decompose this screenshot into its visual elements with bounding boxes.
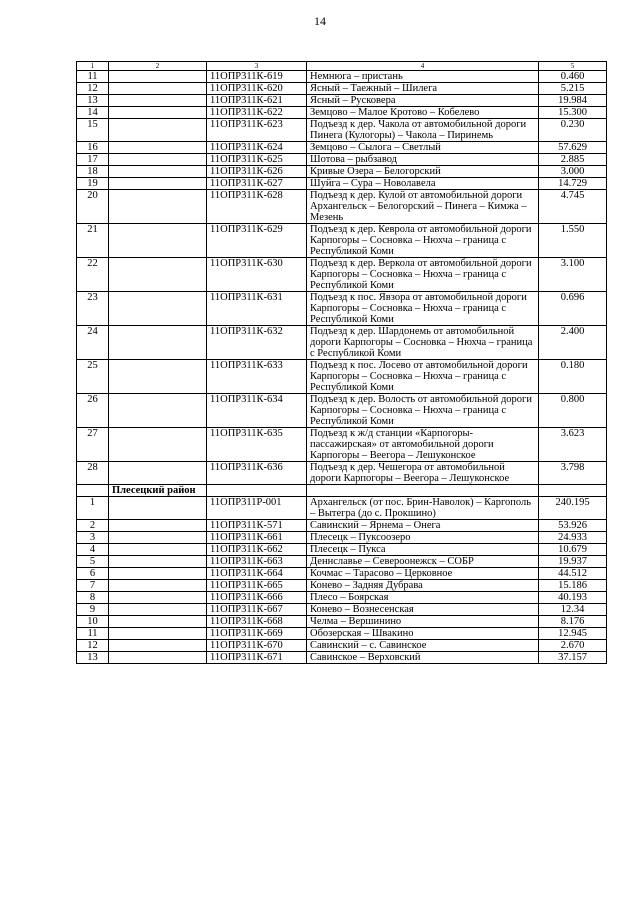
row-number: 12	[77, 83, 109, 95]
table-row	[77, 190, 607, 224]
district-cell	[109, 520, 207, 532]
district-cell	[109, 394, 207, 428]
row-number: 25	[77, 360, 109, 394]
road-code: 11ОПР311К-629	[207, 224, 307, 258]
table-row	[77, 604, 607, 616]
road-code: 11ОПР311К-670	[207, 640, 307, 652]
road-code: 11ОПР311К-636	[207, 462, 307, 485]
road-length: 14.729	[539, 178, 607, 190]
district-cell	[109, 190, 207, 224]
row-number: 12	[77, 640, 109, 652]
row-number: 8	[77, 592, 109, 604]
table-row	[77, 592, 607, 604]
road-name: Конево – Вознесенская	[307, 604, 539, 616]
row-number: 9	[77, 604, 109, 616]
district-cell	[109, 532, 207, 544]
road-length: 4.745	[539, 190, 607, 224]
road-code: 11ОПР311К-671	[207, 652, 307, 664]
road-name: Плесецк – Пукса	[307, 544, 539, 556]
road-length: 15.300	[539, 107, 607, 119]
road-length: 0.696	[539, 292, 607, 326]
table-row	[77, 532, 607, 544]
road-code: 11ОПР311К-619	[207, 71, 307, 83]
road-length: 240.195	[539, 497, 607, 520]
column-number: 1	[77, 62, 109, 71]
road-name: Земцово – Сылога – Светлый	[307, 142, 539, 154]
road-name: Кочмас – Тарасово – Церковное	[307, 568, 539, 580]
road-length: 37.157	[539, 652, 607, 664]
road-code: 11ОПР311К-669	[207, 628, 307, 640]
table-row	[77, 258, 607, 292]
road-code: 11ОПР311К-571	[207, 520, 307, 532]
road-length: 2.670	[539, 640, 607, 652]
table-row	[77, 166, 607, 178]
road-code: 11ОПР311К-667	[207, 604, 307, 616]
road-code: 11ОПР311К-620	[207, 83, 307, 95]
row-number: 14	[77, 107, 109, 119]
road-length: 15.186	[539, 580, 607, 592]
road-length: 3.798	[539, 462, 607, 485]
table-row	[77, 556, 607, 568]
road-name: Плесецк – Пуксоозеро	[307, 532, 539, 544]
table-row	[77, 568, 607, 580]
table-row	[77, 428, 607, 462]
district-cell	[109, 592, 207, 604]
road-code: 11ОПР311К-662	[207, 544, 307, 556]
table-row	[77, 95, 607, 107]
table-row	[77, 142, 607, 154]
road-code: 11ОПР311Р-001	[207, 497, 307, 520]
row-number: 15	[77, 119, 109, 142]
district-cell	[109, 568, 207, 580]
district-cell	[109, 292, 207, 326]
road-name	[307, 485, 539, 497]
table-row	[77, 224, 607, 258]
road-length: 0.180	[539, 360, 607, 394]
district-name: Плесецкий район	[109, 485, 207, 497]
road-name: Челма – Вершинино	[307, 616, 539, 628]
row-number: 1	[77, 497, 109, 520]
district-cell	[109, 497, 207, 520]
row-number: 20	[77, 190, 109, 224]
road-length: 57.629	[539, 142, 607, 154]
district-row	[77, 485, 607, 497]
road-name: Архангельск (от пос. Брин-Наволок) – Каргополь – Вытегра (до с. Прокшино)	[307, 497, 539, 520]
row-number: 26	[77, 394, 109, 428]
road-length: 2.400	[539, 326, 607, 360]
row-number: 22	[77, 258, 109, 292]
road-length: 5.215	[539, 83, 607, 95]
road-code: 11ОПР311К-633	[207, 360, 307, 394]
road-name: Подъезд к дер. Кулой от автомобильной дороги Архангельск – Белогорский – Пинега – Кимжа – Мезень	[307, 190, 539, 224]
table-row	[77, 119, 607, 142]
table-row	[77, 107, 607, 119]
row-number: 4	[77, 544, 109, 556]
table-row	[77, 640, 607, 652]
district-cell	[109, 224, 207, 258]
road-code: 11ОПР311К-666	[207, 592, 307, 604]
row-number: 21	[77, 224, 109, 258]
row-number: 17	[77, 154, 109, 166]
road-code: 11ОПР311К-663	[207, 556, 307, 568]
district-cell	[109, 360, 207, 394]
district-cell	[109, 616, 207, 628]
road-code: 11ОПР311К-627	[207, 178, 307, 190]
road-code: 11ОПР311К-665	[207, 580, 307, 592]
road-name: Ясный – Русковера	[307, 95, 539, 107]
road-length: 53.926	[539, 520, 607, 532]
road-name: Подъезд к дер. Чешегора от автомобильной дороги Карпогоры – Веегора – Лешуконское	[307, 462, 539, 485]
row-number: 23	[77, 292, 109, 326]
road-code: 11ОПР311К-632	[207, 326, 307, 360]
column-number-row	[77, 62, 607, 71]
column-number: 2	[109, 62, 207, 71]
road-length: 8.176	[539, 616, 607, 628]
road-name: Плесо – Боярская	[307, 592, 539, 604]
table-row	[77, 462, 607, 485]
table-row	[77, 326, 607, 360]
table-row	[77, 394, 607, 428]
district-cell	[109, 326, 207, 360]
district-cell	[109, 428, 207, 462]
road-code: 11ОПР311К-630	[207, 258, 307, 292]
table-row	[77, 520, 607, 532]
road-name: Савинское – Верховский	[307, 652, 539, 664]
road-length: 40.193	[539, 592, 607, 604]
road-code: 11ОПР311К-664	[207, 568, 307, 580]
district-cell	[109, 178, 207, 190]
row-number: 18	[77, 166, 109, 178]
district-cell	[109, 628, 207, 640]
page-number: 14	[314, 14, 326, 28]
column-number: 5	[539, 62, 607, 71]
road-code: 11ОПР311К-668	[207, 616, 307, 628]
row-number: 10	[77, 616, 109, 628]
row-number	[77, 485, 109, 497]
road-code: 11ОПР311К-622	[207, 107, 307, 119]
road-name: Подъезд к пос. Лосево от автомобильной дороги Карпогоры – Сосновка – Нюхча – граница с Республикой Коми	[307, 360, 539, 394]
table-row	[77, 652, 607, 664]
row-number: 2	[77, 520, 109, 532]
table-row	[77, 580, 607, 592]
road-name: Шуйга – Сура – Новолавела	[307, 178, 539, 190]
road-name: Конево – Задняя Дубрава	[307, 580, 539, 592]
district-cell	[109, 544, 207, 556]
table-row	[77, 83, 607, 95]
road-code: 11ОПР311К-661	[207, 532, 307, 544]
road-length: 12.945	[539, 628, 607, 640]
road-length: 0.230	[539, 119, 607, 142]
table-row	[77, 628, 607, 640]
road-code: 11ОПР311К-628	[207, 190, 307, 224]
roads-table	[76, 61, 607, 664]
road-code: 11ОПР311К-635	[207, 428, 307, 462]
row-number: 6	[77, 568, 109, 580]
road-length: 12.34	[539, 604, 607, 616]
road-length: 19.937	[539, 556, 607, 568]
district-cell	[109, 119, 207, 142]
road-code: 11ОПР311К-625	[207, 154, 307, 166]
road-code: 11ОПР311К-623	[207, 119, 307, 142]
road-code	[207, 485, 307, 497]
road-name: Подъезд к дер. Шардонемь от автомобильной дороги Карпогоры – Сосновка – Нюхча – граница с Республикой Коми	[307, 326, 539, 360]
road-name: Савинский – Ярнема – Онега	[307, 520, 539, 532]
road-length: 19.984	[539, 95, 607, 107]
road-code: 11ОПР311К-631	[207, 292, 307, 326]
table-row	[77, 71, 607, 83]
row-number: 13	[77, 95, 109, 107]
district-cell	[109, 604, 207, 616]
road-name: Земцово – Малое Кротово – Кобелево	[307, 107, 539, 119]
road-length: 44.512	[539, 568, 607, 580]
road-name: Подъезд к дер. Чакола от автомобильной дороги Пинега (Кулогоры) – Чакола – Пиринемь	[307, 119, 539, 142]
row-number: 24	[77, 326, 109, 360]
road-name: Кривые Озера – Белогорский	[307, 166, 539, 178]
row-number: 11	[77, 71, 109, 83]
row-number: 27	[77, 428, 109, 462]
column-number: 3	[207, 62, 307, 71]
district-cell	[109, 107, 207, 119]
road-length: 2.885	[539, 154, 607, 166]
row-number: 11	[77, 628, 109, 640]
road-length: 3.623	[539, 428, 607, 462]
road-length: 3.100	[539, 258, 607, 292]
district-cell	[109, 71, 207, 83]
road-name: Немнюга – пристань	[307, 71, 539, 83]
road-code: 11ОПР311К-626	[207, 166, 307, 178]
road-length: 10.679	[539, 544, 607, 556]
table-row	[77, 360, 607, 394]
road-name: Обозерская – Швакино	[307, 628, 539, 640]
road-name: Ясный – Таежный – Шилега	[307, 83, 539, 95]
road-length: 3.000	[539, 166, 607, 178]
district-cell	[109, 640, 207, 652]
table-row	[77, 497, 607, 520]
district-cell	[109, 652, 207, 664]
road-length	[539, 485, 607, 497]
column-number: 4	[307, 62, 539, 71]
district-cell	[109, 580, 207, 592]
road-code: 11ОПР311К-621	[207, 95, 307, 107]
table-row	[77, 154, 607, 166]
district-cell	[109, 142, 207, 154]
row-number: 3	[77, 532, 109, 544]
road-name: Шотова – рыбзавод	[307, 154, 539, 166]
road-length: 1.550	[539, 224, 607, 258]
road-name: Подъезд к пос. Явзора от автомобильной дороги Карпогоры – Сосновка – Нюхча – граница с Республикой Коми	[307, 292, 539, 326]
table-row	[77, 292, 607, 326]
road-name: Деннславье – Североонежск – СОБР	[307, 556, 539, 568]
district-cell	[109, 462, 207, 485]
row-number: 5	[77, 556, 109, 568]
table-row	[77, 178, 607, 190]
road-name: Подъезд к ж/д станции «Карпогоры-пассажирская» от автомобильной дороги Карпогоры – Веегора – Лешуконское	[307, 428, 539, 462]
table-row	[77, 544, 607, 556]
road-length: 0.800	[539, 394, 607, 428]
road-name: Савинский – с. Савинское	[307, 640, 539, 652]
road-code: 11ОПР311К-624	[207, 142, 307, 154]
road-length: 0.460	[539, 71, 607, 83]
row-number: 16	[77, 142, 109, 154]
table-row	[77, 616, 607, 628]
district-cell	[109, 83, 207, 95]
row-number: 28	[77, 462, 109, 485]
road-name: Подъезд к дер. Кеврола от автомобильной дороги Карпогоры – Сосновка – Нюхча – граница с Республикой Коми	[307, 224, 539, 258]
district-cell	[109, 95, 207, 107]
row-number: 13	[77, 652, 109, 664]
road-length: 24.933	[539, 532, 607, 544]
road-code: 11ОПР311К-634	[207, 394, 307, 428]
district-cell	[109, 154, 207, 166]
road-name: Подъезд к дер. Волость от автомобильной дороги Карпогоры – Сосновка – Нюхча – граница с Республикой Коми	[307, 394, 539, 428]
row-number: 7	[77, 580, 109, 592]
district-cell	[109, 258, 207, 292]
row-number: 19	[77, 178, 109, 190]
road-name: Подъезд к дер. Веркола от автомобильной дороги Карпогоры – Сосновка – Нюхча – граница с Республикой Коми	[307, 258, 539, 292]
district-cell	[109, 556, 207, 568]
district-cell	[109, 166, 207, 178]
